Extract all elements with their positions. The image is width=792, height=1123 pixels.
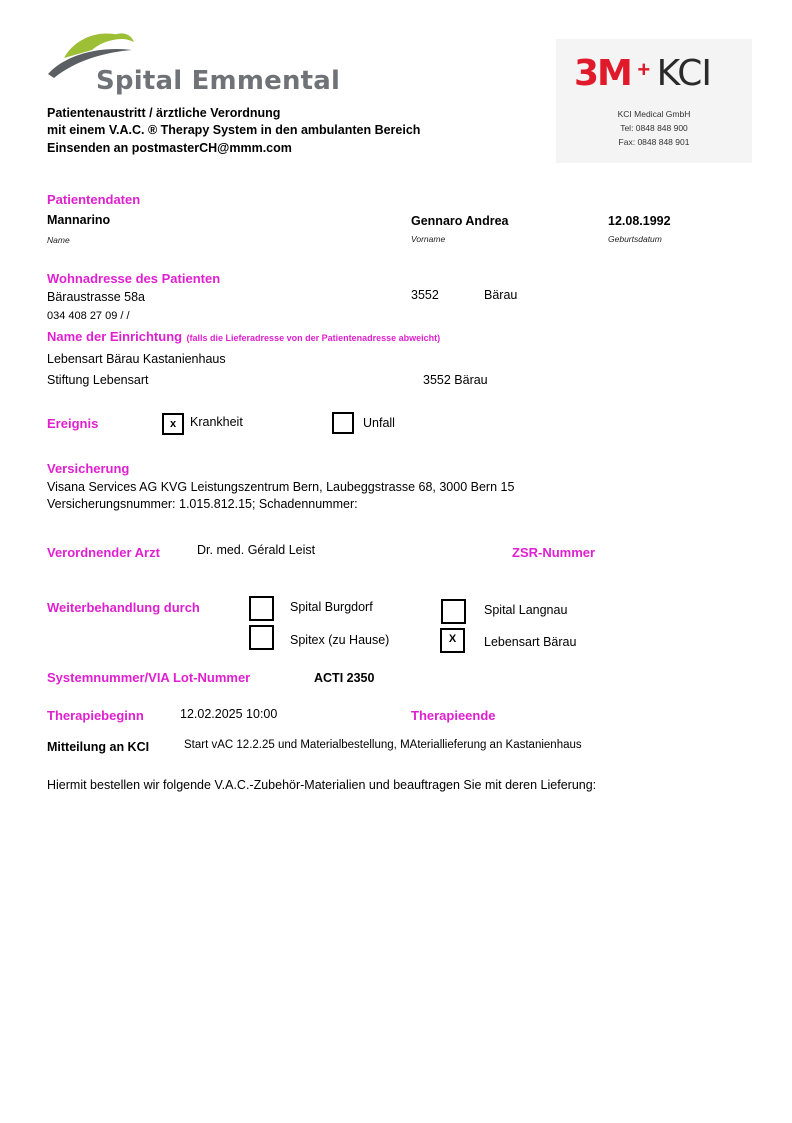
section-einrichtung [47,328,440,346]
header-line-3: Einsenden an postmasterCH@mmm.com [47,141,292,155]
brand-kci: KCI [656,53,712,94]
system-value: ACTI 2350 [314,671,375,685]
label-spital-burgdorf: Spital Burgdorf [290,600,373,614]
brand-3m: 3M [574,53,631,94]
section-wohnadresse: Wohnadresse des Patienten [47,271,221,286]
message-label: Mitteilung an KCI [47,740,150,754]
header-line-1: Patientenaustritt / ärztliche Verordnung [47,106,281,120]
closing-text: Hiermit bestellen wir folgende V.A.C.-Zubehör-Materialien und beauftragen Sie mit deren Lieferung: [47,778,597,792]
address-plz: 3552 [411,288,439,302]
section-patientendaten: Patientendaten [47,192,141,207]
section-weiterbehandlung: Weiterbehandlung durch [47,600,200,615]
insurance-line-2: Versicherungsnummer: 1.015.812.15; Schadennummer: [47,497,358,511]
label-unfall: Unfall [363,416,395,430]
partner-company: KCI Medical GmbH [617,109,691,119]
address-city: Bärau [484,288,518,302]
institution-plz-city: 3552 Bärau [423,373,488,387]
therapy-start-label: Therapiebeginn [47,708,144,723]
section-versicherung: Versicherung [47,461,130,476]
patient-name: Mannarino [47,213,111,227]
address-phone: 034 408 27 09 / / [47,310,130,322]
einrichtung-title: Name der Einrichtung [47,329,183,344]
patient-vorname-label: Vorname [411,234,446,244]
partner-fax: Fax: 0848 848 901 [618,137,690,147]
patient-geburtsdatum-label: Geburtsdatum [608,234,662,244]
label-spital-langnau: Spital Langnau [484,603,568,617]
section-ereignis: Ereignis [47,416,99,431]
patient-geburtsdatum: 12.08.1992 [608,214,671,228]
checkbox-spital-langnau[interactable] [441,599,466,624]
spital-emmental-logo [46,28,341,103]
partner-tel: Tel: 0848 848 900 [620,123,688,133]
einrichtung-note: (falls die Lieferadresse von der Patientenadresse abweicht) [186,333,441,343]
institution-line-2: Stiftung Lebensart [47,373,149,387]
section-systemnummer: Systemnummer/VIA Lot-Nummer [47,670,251,685]
therapy-start-value: 12.02.2025 10:00 [180,707,278,721]
insurance-line-1: Visana Services AG KVG Leistungszentrum Bern, Laubeggstrasse 68, 3000 Bern 15 [47,480,515,494]
partner-logo-panel [556,39,752,163]
address-street: Bäraustrasse 58a [47,290,145,304]
institution-line-1: Lebensart Bärau Kastanienhaus [47,352,226,366]
label-lebensart-baerau: Lebensart Bärau [484,635,577,649]
label-krankheit: Krankheit [190,415,243,429]
doctor-name: Dr. med. Gérald Leist [197,543,316,557]
checkbox-krankheit[interactable]: x [162,413,184,435]
checkbox-spitex[interactable] [249,625,274,650]
brand-plus-icon: + [637,57,651,82]
checkbox-spital-burgdorf[interactable] [249,596,274,621]
patient-vorname: Gennaro Andrea [411,214,509,228]
therapy-end-label: Therapieende [411,708,496,723]
patient-name-label: Name [47,235,70,245]
section-verordnender-arzt: Verordnender Arzt [47,545,160,560]
message-value: Start vAC 12.2.25 und Materialbestellung, MAteriallieferung an Kastanienhaus [184,739,582,751]
zsr-label: ZSR-Nummer [512,545,596,560]
checkbox-lebensart-baerau[interactable]: X [440,628,465,653]
header-line-2: mit einem V.A.C. ® Therapy System in den ambulanten Bereich [47,123,421,137]
label-spitex: Spitex (zu Hause) [290,633,390,647]
partner-brand [574,53,711,94]
logo-wordmark: Spital Emmental [96,66,341,96]
checkbox-unfall[interactable] [332,412,354,434]
